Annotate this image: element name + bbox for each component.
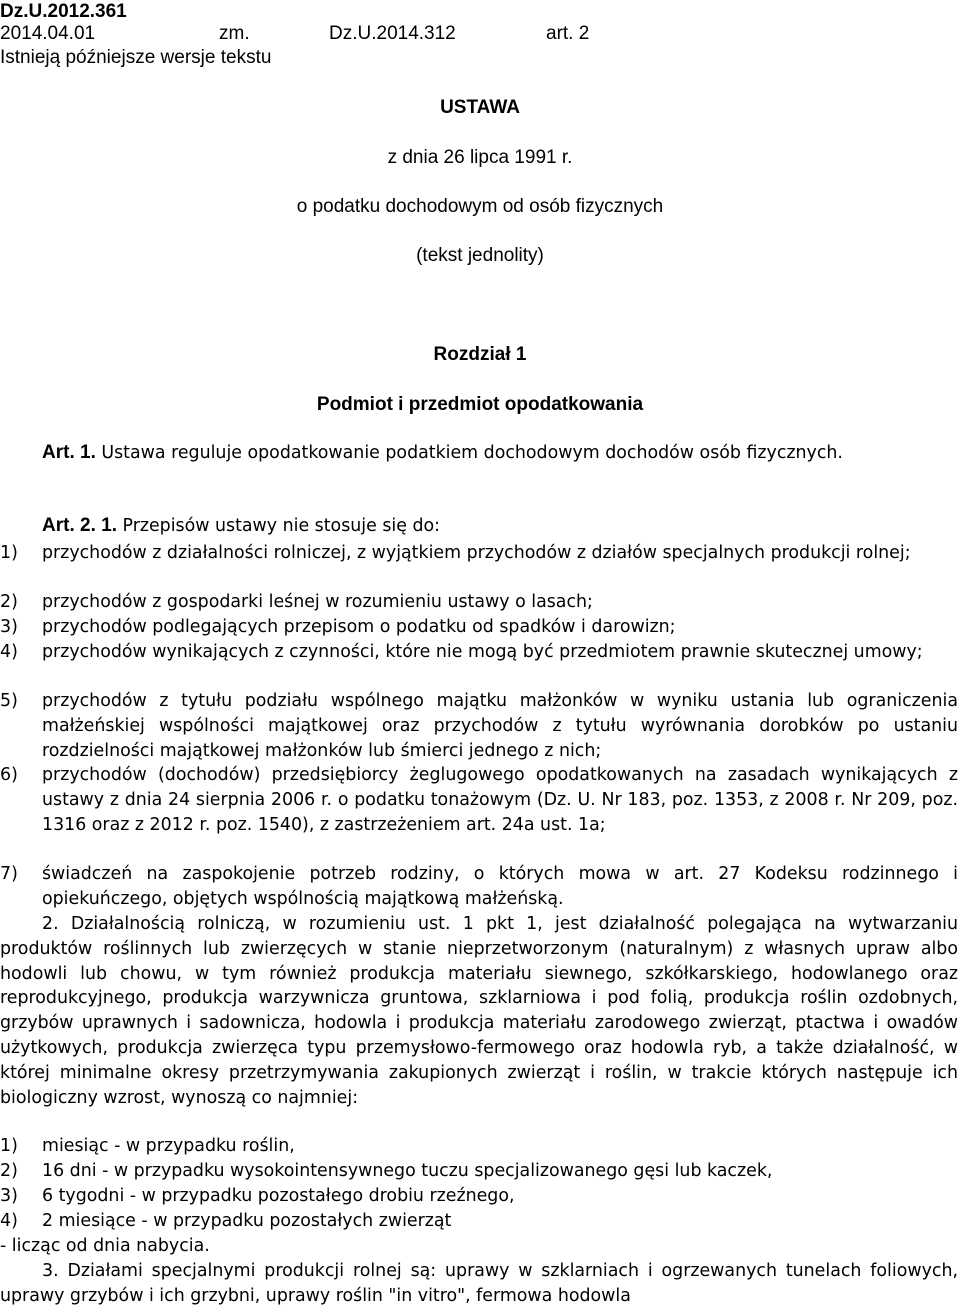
period-item-text: 2 miesiące - w przypadku pozostałych zwierząt: [42, 1211, 452, 1231]
list-item: [0, 590, 958, 615]
list-item-number: 5): [0, 691, 18, 711]
list-item-number: 4): [0, 642, 18, 662]
article-1: [0, 441, 958, 466]
act-consolidated-note: (tekst jednolity): [416, 245, 544, 266]
act-kind: USTAWA: [440, 97, 520, 118]
counting-note: - licząc od dnia nabycia.: [0, 1236, 210, 1256]
period-item: [0, 1134, 958, 1159]
period-item: [0, 1184, 958, 1209]
list-item-text: przychodów z działalności rolniczej, z wyjątkiem przychodów z działów specjalnych produkcji rolnej;: [42, 543, 911, 563]
period-item-number: 3): [0, 1186, 18, 1206]
version-date: 2014.04.01: [0, 23, 96, 44]
chapter-title: Podmiot i przedmiot opodatkowania: [316, 394, 644, 415]
article-2-intro: [0, 514, 958, 539]
period-item: [0, 1209, 958, 1234]
list-item-text: świadczeń na zaspokojenie potrzeb rodziny, o których mowa w art. 27 Kodeksu rodzinnego i opiekuńczego, objętych wspólnością majątkową małżeńską.: [42, 864, 958, 909]
list-item: [0, 640, 958, 665]
act-subject: o podatku dochodowym od osób fizycznych: [296, 196, 664, 217]
change-article: art. 2: [546, 23, 590, 44]
period-item-text: 6 tygodni - w przypadku pozostałego drobiu rzeźnego,: [42, 1186, 515, 1206]
list-item: [0, 541, 958, 566]
article-2-paragraph-2-text: 2. Działalnością rolniczą, w rozumieniu ust. 1 pkt 1, jest działalność polegająca na wytwarzaniu produktów roślinnych lub zwierzęcych w stanie nieprzetworzonym (naturalnym) z własnych upraw albo hodowli lub chowu, w tym również produkcja materiału siewnego, szkółkarskiego, hodowlanego oraz reprodukcyjnego, produkcja warzywnicza gruntowa, szklarniowa i pod folią, produkcja roślin ozdobnych, grzybów uprawnych i sadownicza, hodowla i produkcja materiału zarodowego zwierząt, ptactwa i owadów użytkowych, produkcja zwierzęca typu przemysłowo-fermowego oraz hodowla ryb, a także działalność, w której minimalne okresy przetrzymywania zakupionych zwierząt i roślin, w trakcie których następuje ich biologiczny wzrost, wynoszą co najmniej:: [0, 914, 958, 1108]
article-2-paragraph-2: [0, 912, 958, 1110]
period-item-text: 16 dni - w przypadku wysokointensywnego tuczu specjalizowanego gęsi lub kaczek,: [42, 1161, 773, 1181]
list-item-number: 2): [0, 592, 18, 612]
period-item: [0, 1159, 958, 1184]
article-2-intro-text: Przepisów ustawy nie stosuje się do:: [122, 516, 440, 536]
list-item-text: przychodów (dochodów) przedsiębiorcy żeglugowego opodatkowanych na zasadach wynikających z ustawy z dnia 24 sierpnia 2006 r. o podatku tonażowym (Dz. U. Nr 183, poz. 1353, z 2008 r. Nr 209, poz. 1316 oraz z 2012 r. poz. 1540), z zastrzeżeniem art. 24a ust. 1a;: [42, 765, 958, 835]
list-item-text: przychodów podlegających przepisom o podatku od spadków i darowizn;: [42, 617, 676, 637]
article-2-paragraph-3: [0, 1259, 958, 1309]
change-type: zm.: [219, 23, 250, 44]
later-versions-notice: Istnieją późniejsze wersje tekstu: [0, 47, 272, 68]
source-reference: Dz.U.2012.361: [0, 1, 127, 22]
list-item-number: 7): [0, 864, 18, 884]
period-item-number: 1): [0, 1136, 18, 1156]
list-item-text: przychodów wynikających z czynności, które nie mogą być przedmiotem prawnie skutecznej umowy;: [42, 642, 923, 662]
list-item-text: przychodów z gospodarki leśnej w rozumieniu ustawy o lasach;: [42, 592, 593, 612]
list-item: [0, 689, 958, 763]
act-date: z dnia 26 lipca 1991 r.: [387, 147, 573, 168]
list-item-number: 1): [0, 543, 18, 563]
period-item-number: 2): [0, 1161, 18, 1181]
article-1-text: Ustawa reguluje opodatkowanie podatkiem dochodowym dochodów osób fizycznych.: [101, 443, 843, 463]
list-item-text: przychodów z tytułu podziału wspólnego majątku małżonków w wyniku ustania lub ograniczenia małżeńskiej wspólności majątkowej oraz przychodów z tytułu wyrównania dorobków po ustaniu rozdzielności majątkowej małżonków lub śmierci jednego z nich;: [42, 691, 958, 761]
list-item: [0, 763, 958, 837]
article-1-label: Art. 1.: [42, 442, 96, 463]
period-item-text: miesiąc - w przypadku roślin,: [42, 1136, 295, 1156]
list-item: [0, 862, 958, 912]
period-item-number: 4): [0, 1211, 18, 1231]
article-2-label: Art. 2. 1.: [42, 515, 117, 536]
change-reference: Dz.U.2014.312: [329, 23, 456, 44]
list-item-number: 3): [0, 617, 18, 637]
list-item-number: 6): [0, 765, 18, 785]
list-item: [0, 615, 958, 640]
article-2-paragraph-3-text: 3. Działami specjalnymi produkcji rolnej są: uprawy w szklarniach i ogrzewanych tunelach foliowych, uprawy grzybów i ich grzybni, uprawy roślin "in vitro", fermowa hodowla: [0, 1261, 958, 1306]
chapter-number: Rozdział 1: [433, 344, 527, 365]
